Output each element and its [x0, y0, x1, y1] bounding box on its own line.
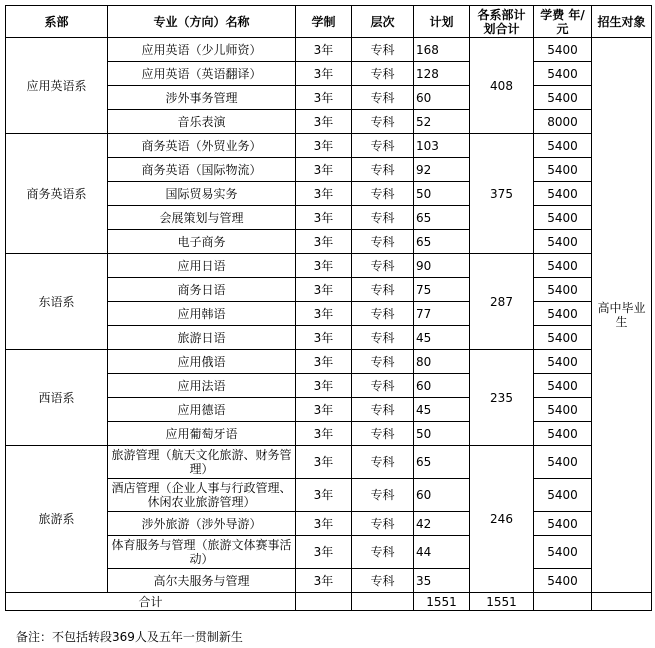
duration-cell: 3年 [296, 374, 352, 398]
level-cell: 专科 [352, 374, 414, 398]
major-name: 涉外旅游（涉外导游） [108, 512, 296, 536]
fee-cell: 5400 [534, 86, 592, 110]
department-total: 375 [470, 134, 534, 254]
header-plan: 计划 [414, 6, 470, 38]
level-cell: 专科 [352, 134, 414, 158]
plan-cell: 44 [414, 536, 470, 569]
fee-cell: 5400 [534, 38, 592, 62]
fee-cell: 5400 [534, 182, 592, 206]
fee-cell: 5400 [534, 569, 592, 593]
table-row [6, 254, 652, 278]
plan-cell: 45 [414, 398, 470, 422]
level-cell: 专科 [352, 182, 414, 206]
enrollment-table [5, 5, 652, 611]
major-name: 商务英语（外贸业务） [108, 134, 296, 158]
major-name: 旅游日语 [108, 326, 296, 350]
level-cell: 专科 [352, 278, 414, 302]
footnote: 备注：不包括转段369人及五年一贯制新生 [16, 630, 243, 644]
duration-cell: 3年 [296, 38, 352, 62]
plan-cell: 60 [414, 479, 470, 512]
major-name: 应用英语（少儿师资） [108, 38, 296, 62]
fee-cell: 5400 [534, 230, 592, 254]
header-dept-total: 各系部计划合计 [470, 6, 534, 38]
duration-cell: 3年 [296, 569, 352, 593]
plan-cell: 50 [414, 422, 470, 446]
fee-cell: 8000 [534, 110, 592, 134]
fee-cell: 5400 [534, 62, 592, 86]
fee-cell: 5400 [534, 422, 592, 446]
fee-cell: 5400 [534, 479, 592, 512]
header-fee: 学费 年/元 [534, 6, 592, 38]
table-row [6, 134, 652, 158]
plan-cell: 60 [414, 374, 470, 398]
major-name: 体育服务与管理（旅游文体赛事活动） [108, 536, 296, 569]
table-row [6, 446, 652, 479]
plan-cell: 128 [414, 62, 470, 86]
level-cell: 专科 [352, 254, 414, 278]
duration-cell: 3年 [296, 158, 352, 182]
level-cell: 专科 [352, 326, 414, 350]
header-department: 系部 [6, 6, 108, 38]
major-name: 应用英语（英语翻译） [108, 62, 296, 86]
target-cell: 高中毕业生 [592, 38, 652, 593]
duration-cell: 3年 [296, 479, 352, 512]
fee-cell: 5400 [534, 374, 592, 398]
level-cell: 专科 [352, 62, 414, 86]
department-name: 商务英语系 [6, 134, 108, 254]
department-name: 旅游系 [6, 446, 108, 593]
fee-cell: 5400 [534, 158, 592, 182]
duration-cell: 3年 [296, 350, 352, 374]
duration-cell: 3年 [296, 110, 352, 134]
duration-cell: 3年 [296, 536, 352, 569]
fee-cell: 5400 [534, 512, 592, 536]
duration-cell: 3年 [296, 278, 352, 302]
duration-cell: 3年 [296, 254, 352, 278]
duration-cell: 3年 [296, 446, 352, 479]
fee-cell: 5400 [534, 326, 592, 350]
level-cell: 专科 [352, 446, 414, 479]
major-name: 会展策划与管理 [108, 206, 296, 230]
major-name: 国际贸易实务 [108, 182, 296, 206]
plan-cell: 65 [414, 206, 470, 230]
table-row [6, 38, 652, 62]
plan-cell: 92 [414, 158, 470, 182]
major-name: 应用德语 [108, 398, 296, 422]
plan-cell: 42 [414, 512, 470, 536]
level-cell: 专科 [352, 38, 414, 62]
header-row [6, 6, 652, 38]
department-total: 287 [470, 254, 534, 350]
major-name: 商务日语 [108, 278, 296, 302]
department-name: 应用英语系 [6, 38, 108, 134]
plan-cell: 90 [414, 254, 470, 278]
major-name: 音乐表演 [108, 110, 296, 134]
totals-empty [592, 593, 652, 611]
level-cell: 专科 [352, 398, 414, 422]
level-cell: 专科 [352, 479, 414, 512]
level-cell: 专科 [352, 206, 414, 230]
level-cell: 专科 [352, 536, 414, 569]
major-name: 旅游管理（航天文化旅游、财务管理） [108, 446, 296, 479]
plan-cell: 65 [414, 446, 470, 479]
department-total: 246 [470, 446, 534, 593]
level-cell: 专科 [352, 569, 414, 593]
major-name: 商务英语（国际物流） [108, 158, 296, 182]
department-name: 西语系 [6, 350, 108, 446]
totals-label: 合计 [6, 593, 296, 611]
plan-cell: 60 [414, 86, 470, 110]
header-duration: 学制 [296, 6, 352, 38]
plan-cell: 52 [414, 110, 470, 134]
fee-cell: 5400 [534, 254, 592, 278]
major-name: 高尔夫服务与管理 [108, 569, 296, 593]
duration-cell: 3年 [296, 182, 352, 206]
plan-cell: 65 [414, 230, 470, 254]
fee-cell: 5400 [534, 398, 592, 422]
totals-empty [296, 593, 352, 611]
level-cell: 专科 [352, 86, 414, 110]
level-cell: 专科 [352, 512, 414, 536]
totals-row [6, 593, 652, 611]
fee-cell: 5400 [534, 206, 592, 230]
plan-cell: 50 [414, 182, 470, 206]
duration-cell: 3年 [296, 326, 352, 350]
level-cell: 专科 [352, 158, 414, 182]
duration-cell: 3年 [296, 512, 352, 536]
major-name: 应用法语 [108, 374, 296, 398]
fee-cell: 5400 [534, 134, 592, 158]
plan-cell: 35 [414, 569, 470, 593]
table-body [6, 38, 652, 611]
plan-cell: 77 [414, 302, 470, 326]
plan-cell: 168 [414, 38, 470, 62]
duration-cell: 3年 [296, 206, 352, 230]
major-name: 涉外事务管理 [108, 86, 296, 110]
department-total: 408 [470, 38, 534, 134]
major-name: 应用葡萄牙语 [108, 422, 296, 446]
plan-cell: 80 [414, 350, 470, 374]
level-cell: 专科 [352, 422, 414, 446]
plan-cell: 75 [414, 278, 470, 302]
fee-cell: 5400 [534, 350, 592, 374]
totals-empty [352, 593, 414, 611]
header-target: 招生对象 [592, 6, 652, 38]
duration-cell: 3年 [296, 398, 352, 422]
fee-cell: 5400 [534, 446, 592, 479]
totals-dept-total: 1551 [470, 593, 534, 611]
header-level: 层次 [352, 6, 414, 38]
level-cell: 专科 [352, 230, 414, 254]
duration-cell: 3年 [296, 302, 352, 326]
totals-empty [534, 593, 592, 611]
major-name: 应用日语 [108, 254, 296, 278]
fee-cell: 5400 [534, 302, 592, 326]
duration-cell: 3年 [296, 422, 352, 446]
duration-cell: 3年 [296, 86, 352, 110]
totals-plan: 1551 [414, 593, 470, 611]
department-total: 235 [470, 350, 534, 446]
major-name: 应用韩语 [108, 302, 296, 326]
level-cell: 专科 [352, 110, 414, 134]
plan-cell: 103 [414, 134, 470, 158]
table-row [6, 350, 652, 374]
level-cell: 专科 [352, 350, 414, 374]
duration-cell: 3年 [296, 230, 352, 254]
level-cell: 专科 [352, 302, 414, 326]
duration-cell: 3年 [296, 62, 352, 86]
fee-cell: 5400 [534, 278, 592, 302]
major-name: 电子商务 [108, 230, 296, 254]
plan-cell: 45 [414, 326, 470, 350]
header-major: 专业（方向）名称 [108, 6, 296, 38]
duration-cell: 3年 [296, 134, 352, 158]
fee-cell: 5400 [534, 536, 592, 569]
major-name: 酒店管理（企业人事与行政管理、休闲农业旅游管理） [108, 479, 296, 512]
major-name: 应用俄语 [108, 350, 296, 374]
department-name: 东语系 [6, 254, 108, 350]
